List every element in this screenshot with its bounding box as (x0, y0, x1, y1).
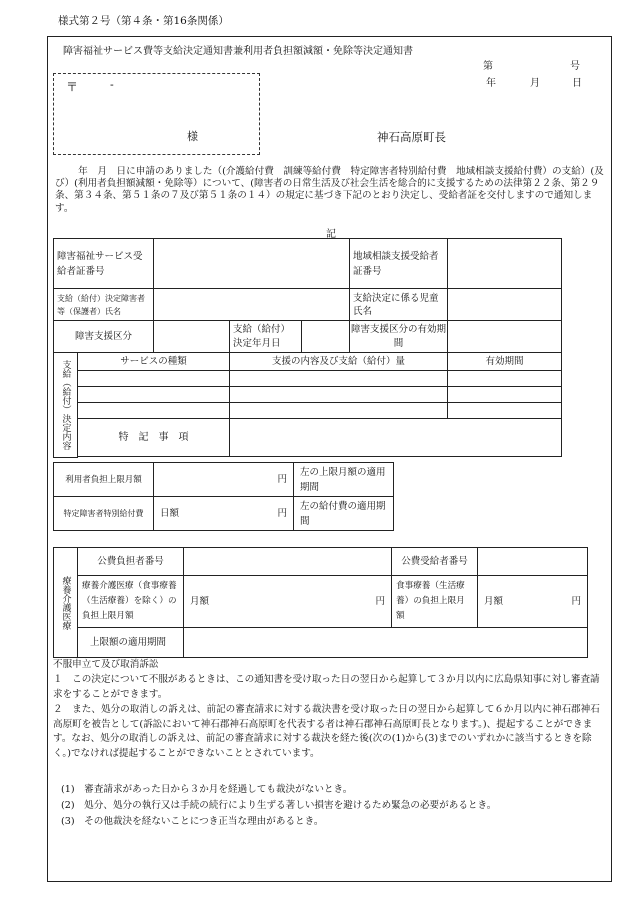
community-no-label: 地域相談支援受給者証番号 (350, 239, 448, 289)
medical-cap-period-value[interactable] (184, 628, 588, 658)
benefit-period-label: 左の給付費の適用期間 (294, 497, 394, 531)
date-month: 月 (530, 78, 540, 89)
medical-care-side-label: 療養介護医療 (54, 548, 78, 658)
special-benefit-value[interactable] (154, 497, 294, 531)
col-service-type: サービスの種類 (78, 353, 230, 371)
postal-separator: - (110, 78, 114, 91)
honorific: 様 (187, 130, 198, 143)
decision-date-label: 支給（給付）決定年月日 (230, 321, 302, 353)
guardian-name-label: 支給（給付）決定障害者等（保護者）氏名 (54, 289, 154, 321)
medical-care-table (53, 547, 588, 658)
address-box (53, 73, 260, 155)
class-period-label: 障害支援区分の有効期間 (350, 321, 448, 353)
table-row (54, 403, 562, 419)
monthly-label: 月額 (484, 595, 504, 607)
appeal-item-1: (1) 審査請求があった日から３か月を経過しても裁決がないとき。 (61, 784, 353, 795)
medical-cap-period-label: 上限額の適用期間 (78, 628, 184, 658)
decision-table (53, 238, 562, 458)
disability-class-value[interactable] (154, 321, 230, 353)
document-number (483, 57, 583, 72)
special-notes-value[interactable] (230, 419, 562, 457)
child-name-label: 支給決定に係る児童氏名 (350, 289, 448, 321)
burden-cap-label: 利用者負担上限月額 (54, 463, 154, 497)
recipient-no-label-2: 公費受給者番号 (392, 548, 478, 576)
ki-label: 記 (326, 229, 336, 240)
yen-unit: 円 (277, 507, 287, 519)
meal-cap-value[interactable] (478, 576, 588, 628)
payer-no-cells[interactable] (184, 548, 392, 576)
medical-cap-label: 療養介護医療（食事療養（生活療養）を除く）の負担上限月額 (78, 576, 184, 628)
doc-no-suffix: 号 (570, 61, 580, 72)
yen-unit: 円 (277, 473, 287, 485)
payer-no-label: 公費負担者番号 (78, 548, 184, 576)
appeal-heading: 不服申立て及び取消訴訟 (53, 659, 159, 670)
burden-cap-value[interactable] (154, 463, 294, 497)
recipient-no-cells-2[interactable] (478, 548, 588, 576)
col-support-content: 支援の内容及び支給（給付）量 (230, 353, 448, 371)
special-notes-label: 特 記 事 項 (78, 419, 230, 457)
doc-no-prefix: 第 (483, 61, 493, 72)
table-row (54, 387, 562, 403)
notification-body: 年 月 日に申請のありました（(介護給付費 訓練等給付費 特定障害者特別給付費 地域相談支援給付費）の支給）(及び）(利用者負担額減額・免除等）について、(障害者の日常生活及び社会生活を総合的に支援するための法律第２２条、第２９条、第３４条、第５１条の７及び第５１条の１４）の規定に基づき下記のとおり決定し、受給者証を交付しますので通知します。 (55, 166, 604, 214)
medical-cap-value[interactable] (184, 576, 392, 628)
appeal-item-2: (2) 処分、処分の執行又は手続の続行により生ずる著しい損害を避けるため緊急の必要があるとき。 (61, 800, 497, 811)
cap-period-label: 左の上限月額の適用期間 (294, 463, 394, 497)
recipient-no-cells[interactable] (154, 239, 350, 289)
document-title: 障害福祉サービス費等支給決定通知書兼利用者負担額減額・免除等決定通知書 (63, 46, 413, 57)
disability-class-label: 障害支援区分 (54, 321, 154, 353)
recipient-no-label: 障害福祉サービス受給者証番号 (54, 239, 154, 289)
yen-unit: 円 (571, 595, 581, 607)
guardian-name-value[interactable] (154, 289, 350, 321)
date-year: 年 (486, 78, 496, 89)
date-day: 日 (572, 78, 582, 89)
daily-label: 日額 (160, 507, 180, 519)
child-name-value[interactable] (448, 289, 562, 321)
special-benefit-label: 特定障害者特別給付費 (54, 497, 154, 531)
decision-content-side-label: 支給（給付）決定内容 (54, 353, 78, 458)
col-valid-period: 有効期間 (448, 353, 562, 371)
monthly-label: 月額 (190, 595, 210, 607)
appeal-item-3: (3) その他裁決を経ないことにつき正当な理由があるとき。 (61, 816, 324, 827)
community-no-cells[interactable] (448, 239, 562, 289)
postal-mark: 〒 (66, 80, 79, 94)
table-row (54, 371, 562, 387)
meal-cap-label: 食事療養（生活療養）の負担上限月額 (392, 576, 478, 628)
appeal-paragraph-1: １ この決定について不服があるときは、この通知書を受け取った日の翌日から起算して３か月以内に広島県知事に対し審査請求をすることができます。 (53, 674, 600, 700)
appeal-paragraph-2: ２ また、処分の取消しの訴えは、前記の審査請求に対する裁決書を受け取った日の翌日から起算して６か月以内に神石郡神石高原町を被告として(訴訟において神石郡神石高原町を代表する者は神石郡神石高原町長となります。)、提起することができます。なお、処分の取消しの訴えは、前記の審査請求に対する裁決を経た後(次の(1)から(3)までのいずれかに該当するときを除く。)でなければ提起することができないこととされています。 (53, 704, 600, 759)
issuer-name: 神石高原町長 (377, 130, 446, 144)
decision-date-value[interactable] (302, 321, 350, 353)
burden-table (53, 462, 394, 531)
document-date (486, 74, 586, 89)
form-number: 様式第２号（第４条・第16条関係） (58, 15, 229, 27)
class-period-value[interactable] (448, 321, 562, 353)
yen-unit: 円 (375, 595, 385, 607)
